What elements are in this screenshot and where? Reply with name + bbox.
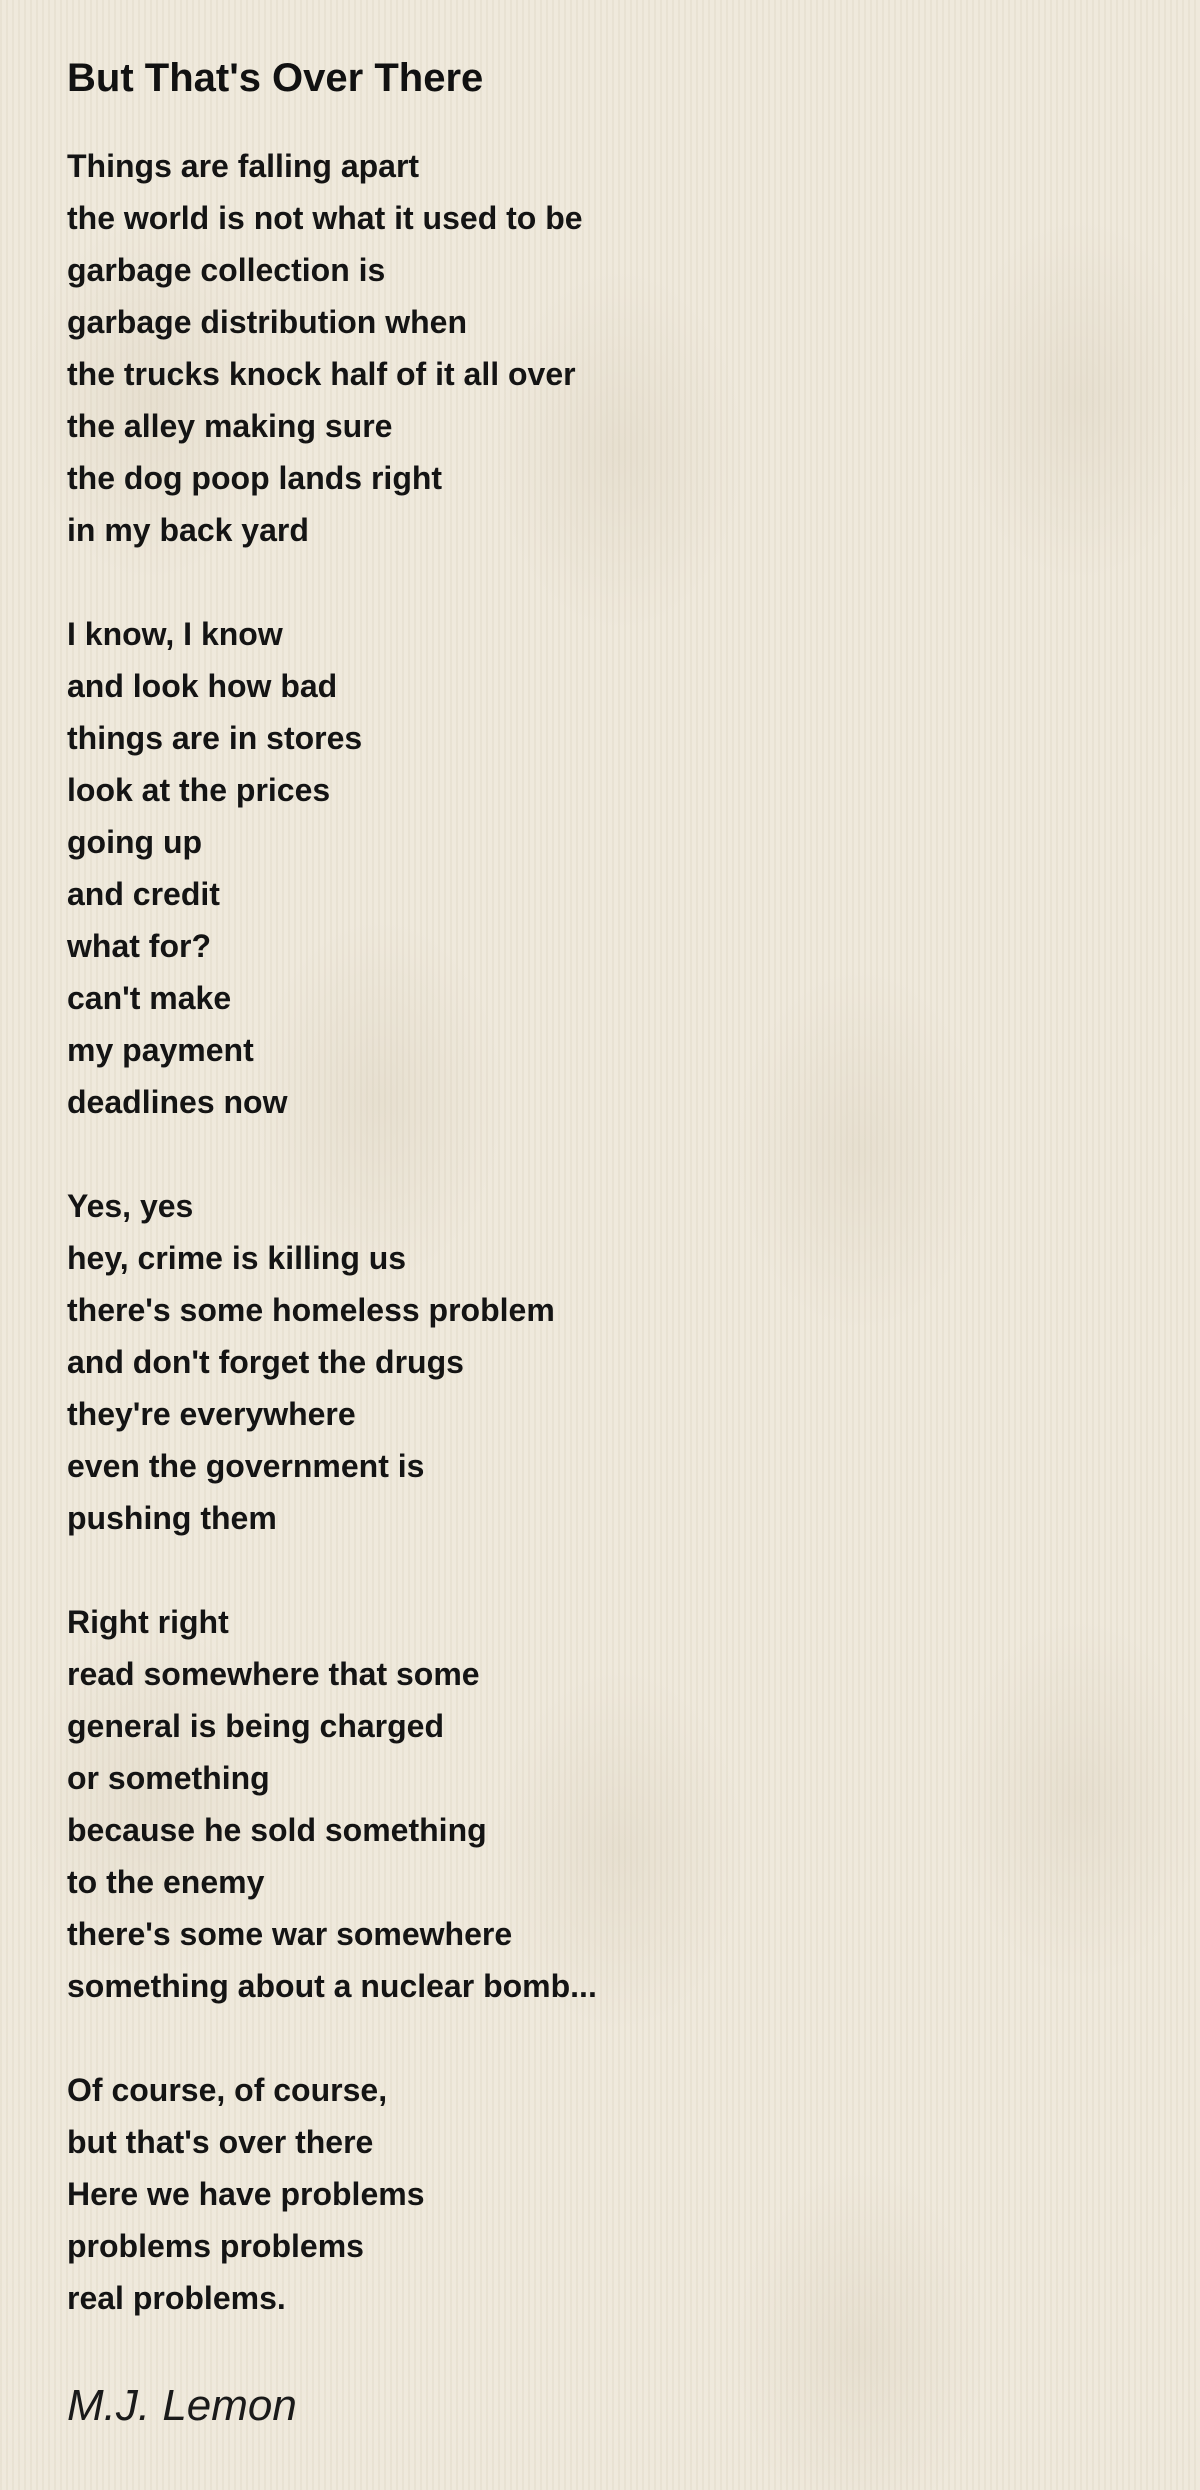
poem-line: and credit [67, 876, 220, 912]
poem-line: garbage distribution when [67, 304, 468, 340]
poem-line: the world is not what it used to be [67, 200, 583, 236]
poem-line: in my back yard [67, 512, 309, 548]
poem-line: pushing them [67, 1500, 277, 1536]
poem-line: I know, I know [67, 616, 283, 652]
poem-line: can't make [67, 980, 232, 1016]
poem-line: read somewhere that some [67, 1656, 480, 1692]
poem-line: Here we have problems [67, 2176, 425, 2212]
poem-line: things are in stores [67, 720, 363, 756]
poem-line: problems problems [67, 2228, 364, 2264]
poem-line: general is being charged [67, 1708, 444, 1744]
poem-title: But That's Over There [67, 56, 484, 100]
poem-line: to the enemy [67, 1864, 265, 1900]
stanza [67, 1180, 1127, 1544]
poem-line: because he sold something [67, 1812, 487, 1848]
poem-line: they're everywhere [67, 1396, 356, 1432]
stanza [67, 608, 1127, 1128]
stanza [67, 140, 1127, 556]
poem-line: real problems. [67, 2280, 286, 2316]
poem-line: or something [67, 1760, 270, 1796]
poem-line: going up [67, 824, 203, 860]
poem-line: Things are falling apart [67, 148, 420, 184]
poem-line: the alley making sure [67, 408, 393, 444]
poem-line: look at the prices [67, 772, 331, 808]
poem-line: and don't forget the drugs [67, 1344, 464, 1380]
poem-line: hey, crime is killing us [67, 1240, 407, 1276]
poem-line: the trucks knock half of it all over [67, 356, 576, 392]
stanza [67, 2064, 1127, 2324]
poem-line: there's some war somewhere [67, 1916, 513, 1952]
poem-line: garbage collection is [67, 252, 386, 288]
poem-line: my payment [67, 1032, 254, 1068]
poem-line: even the government is [67, 1448, 425, 1484]
poem-page [67, 48, 1127, 2436]
poem-author: M.J. Lemon [67, 2381, 297, 2430]
poem-line: what for? [67, 928, 211, 964]
poem-line: but that's over there [67, 2124, 374, 2160]
poem-line: Yes, yes [67, 1188, 194, 1224]
poem-line: Right right [67, 1604, 229, 1640]
poem-line: deadlines now [67, 1084, 288, 1120]
poem-line: and look how bad [67, 668, 338, 704]
poem-line: Of course, of course, [67, 2072, 388, 2108]
poem-line: something about a nuclear bomb... [67, 1968, 597, 2004]
stanza [67, 1596, 1127, 2012]
poem-line: the dog poop lands right [67, 460, 443, 496]
poem-line: there's some homeless problem [67, 1292, 555, 1328]
